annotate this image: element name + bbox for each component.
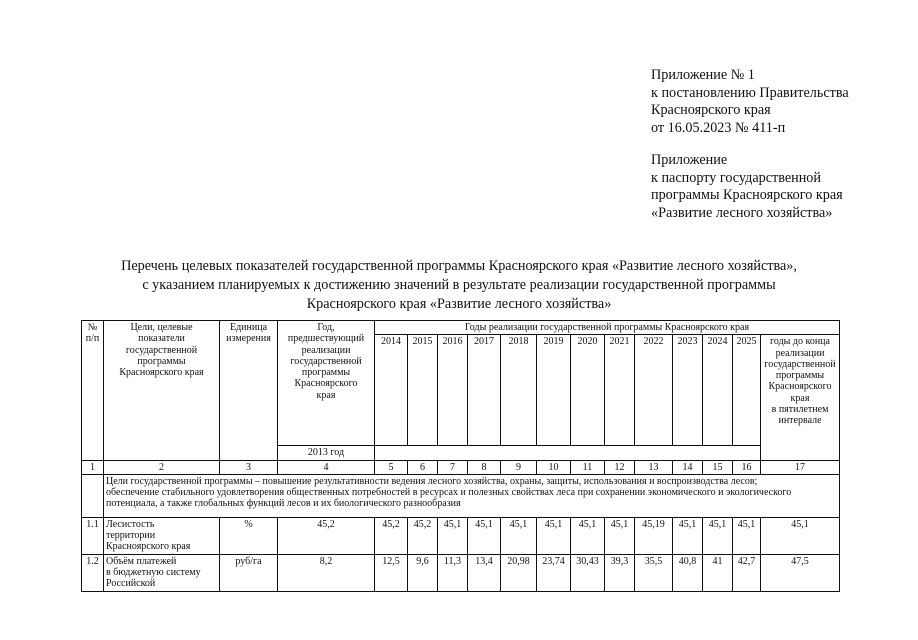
table-row [82, 554, 840, 591]
appendix-2-line: «Развитие лесного хозяйства» [651, 204, 833, 221]
goal-text: Цели государственной программы – повышение результативности ведения лесного хозяйства, охраны, защиты, использования и воспроизводства лесов; обеспечение стабильного удовлетворения общественных потребностей в ресурсах и полезных свойствах леса при сохранении экономического и экологического потенциала, а также глобальных функций лесов и их биологического разнообразия [104, 474, 840, 517]
row-prior-value: 45,2 [278, 517, 375, 554]
row-year-value: 23,74 [537, 554, 571, 591]
index-cell: 1 [82, 460, 104, 474]
index-cell: 8 [468, 460, 501, 474]
header-year: 2018 [501, 335, 537, 446]
header-year: 2014 [375, 335, 408, 446]
index-cell: 16 [733, 460, 761, 474]
row-year-value: 45,1 [703, 517, 733, 554]
header-year: 2022 [635, 335, 673, 446]
row-year-value: 12,5 [375, 554, 408, 591]
row-year-value: 30,43 [571, 554, 605, 591]
row-num: 1.1 [82, 517, 104, 554]
header-year: 2015 [408, 335, 438, 446]
index-cell: 6 [408, 460, 438, 474]
header-prior-year: Год, предшествующий реализации государственной программы Красноярского края [278, 321, 375, 446]
appendix-2-line: Приложение [651, 152, 728, 168]
row-year-value: 42,7 [733, 554, 761, 591]
header-year: 2016 [438, 335, 468, 446]
row-unit: % [220, 517, 278, 554]
row-year-value: 45,1 [438, 517, 468, 554]
row-year-value: 41 [703, 554, 733, 591]
row-year-value: 45,1 [733, 517, 761, 554]
row-year-value: 39,3 [605, 554, 635, 591]
title-line: с указанием планируемых к достижению значений в результате реализации государственной программы [142, 277, 776, 293]
header-prior-year-value: 2013 год [278, 446, 375, 460]
header-final-years: годы до конца реализации государственной программы Красноярского края в пятилетнем интервале [761, 335, 840, 460]
header-years-spacer [375, 446, 761, 460]
row-year-value: 45,1 [537, 517, 571, 554]
index-cell: 4 [278, 460, 375, 474]
row-year-value: 13,4 [468, 554, 501, 591]
row-year-value: 9,6 [408, 554, 438, 591]
table-row [82, 517, 840, 554]
index-cell: 15 [703, 460, 733, 474]
document-title [0, 257, 918, 314]
row-year-value: 35,5 [635, 554, 673, 591]
goal-num-cell [82, 474, 104, 517]
row-year-value: 45,19 [635, 517, 673, 554]
indicators-table [81, 320, 840, 592]
appendix-1-line: к постановлению Правительства [651, 84, 849, 101]
header-year: 2025 [733, 335, 761, 446]
index-cell: 13 [635, 460, 673, 474]
header-year: 2020 [571, 335, 605, 446]
appendix-1-line: от 16.05.2023 № 411-п [651, 119, 786, 136]
appendix-2-line: к паспорту государственной [651, 169, 821, 186]
row-indicator-name: Объём платежей в бюджетную систему Российской [104, 554, 220, 591]
row-prior-value: 8,2 [278, 554, 375, 591]
header-years-group: Годы реализации государственной программы Красноярского края [375, 321, 840, 335]
row-year-value: 45,1 [571, 517, 605, 554]
header-year: 2023 [673, 335, 703, 446]
row-year-value: 45,2 [375, 517, 408, 554]
header-year: 2019 [537, 335, 571, 446]
row-year-value: 45,1 [468, 517, 501, 554]
row-year-value: 45,1 [605, 517, 635, 554]
row-indicator-name: Лесистость территории Красноярского края [104, 517, 220, 554]
appendix-2-block [651, 152, 843, 222]
index-cell: 14 [673, 460, 703, 474]
row-final-value: 47,5 [761, 554, 840, 591]
row-final-value: 45,1 [761, 517, 840, 554]
row-year-value: 20,98 [501, 554, 537, 591]
title-line: Перечень целевых показателей государственной программы Красноярского края «Развитие лесного хозяйства», [121, 258, 797, 274]
row-num: 1.2 [82, 554, 104, 591]
row-year-value: 11,3 [438, 554, 468, 591]
header-num: № п/п [82, 321, 104, 461]
title-line: Красноярского края «Развитие лесного хозяйства» [306, 296, 612, 312]
appendix-2-line: программы Красноярского края [651, 187, 843, 203]
row-unit: руб/га [220, 554, 278, 591]
index-cell: 12 [605, 460, 635, 474]
index-cell: 9 [501, 460, 537, 474]
appendix-1-line: Красноярского края [651, 102, 771, 118]
row-year-value: 40,8 [673, 554, 703, 591]
header-year: 2024 [703, 335, 733, 446]
row-year-value: 45,2 [408, 517, 438, 554]
index-cell: 17 [761, 460, 840, 474]
index-cell: 10 [537, 460, 571, 474]
row-year-value: 45,1 [501, 517, 537, 554]
appendix-1-block [651, 67, 849, 137]
index-cell: 11 [571, 460, 605, 474]
header-year: 2017 [468, 335, 501, 446]
header-unit: Единица измерения [220, 321, 278, 461]
index-cell: 7 [438, 460, 468, 474]
index-cell: 5 [375, 460, 408, 474]
index-cell: 3 [220, 460, 278, 474]
row-year-value: 45,1 [673, 517, 703, 554]
index-cell: 2 [104, 460, 220, 474]
appendix-1-line: Приложение № 1 [651, 67, 755, 83]
header-goals: Цели, целевые показатели государственной программы Красноярского края [104, 321, 220, 461]
header-year: 2021 [605, 335, 635, 446]
